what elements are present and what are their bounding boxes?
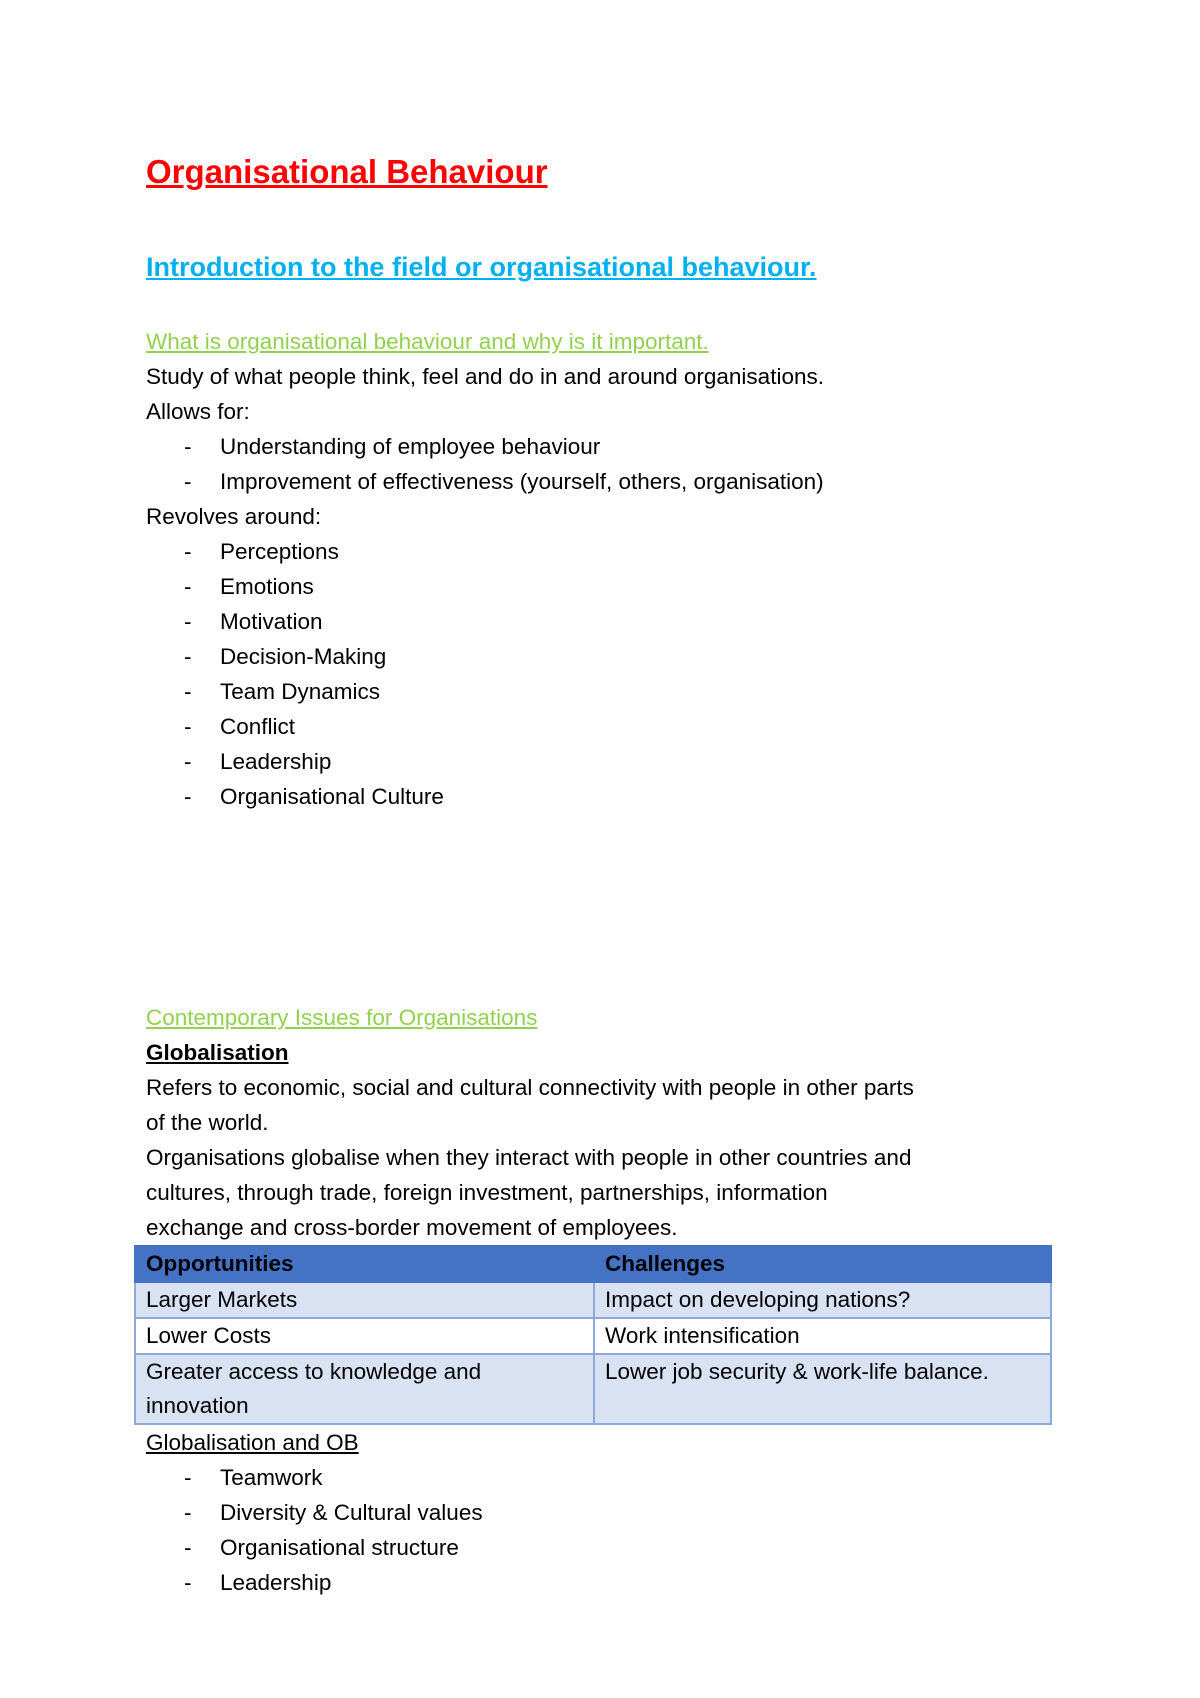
bullet-dash: - xyxy=(184,434,192,459)
page-title: Organisational Behaviour xyxy=(146,153,548,190)
list-item-text: Organisational Culture xyxy=(220,784,444,809)
list-item xyxy=(146,569,1066,604)
table-cell: Lower Costs xyxy=(135,1318,594,1354)
list-item xyxy=(146,1530,1066,1565)
bullet-dash: - xyxy=(184,469,192,494)
bullet-dash: - xyxy=(184,644,192,669)
table-cell: Work intensification xyxy=(594,1318,1051,1354)
list-item xyxy=(146,639,1066,674)
table-row xyxy=(135,1282,1051,1318)
paragraph-line: Organisations globalise when they interact with people in other countries and xyxy=(146,1145,912,1170)
list-item xyxy=(146,674,1066,709)
list-item xyxy=(146,534,1066,569)
list-item-text: Leadership xyxy=(220,1570,332,1595)
table-cell: Greater access to knowledge and innovation xyxy=(135,1354,594,1424)
section-heading: What is organisational behaviour and why is it important. xyxy=(146,329,709,354)
list-item-text: Team Dynamics xyxy=(220,679,381,704)
list-item-text: Conflict xyxy=(220,714,296,739)
list-item xyxy=(146,429,1066,464)
list-item-text: Motivation xyxy=(220,609,323,634)
list-item xyxy=(146,604,1066,639)
list-item xyxy=(146,744,1066,779)
page-subtitle: Introduction to the field or organisational behaviour. xyxy=(146,252,817,282)
page-content xyxy=(146,150,1066,1595)
section-what-is-ob xyxy=(146,324,1066,814)
bullet-dash: - xyxy=(184,679,192,704)
paragraph-line: cultures, through trade, foreign investment, partnerships, information xyxy=(146,1180,828,1205)
allows-label: Allows for: xyxy=(146,399,250,424)
table-header-cell: Challenges xyxy=(594,1246,1051,1282)
table-header-cell: Opportunities xyxy=(135,1246,594,1282)
list-item xyxy=(146,709,1066,744)
list-item-text: Diversity & Cultural values xyxy=(220,1500,483,1525)
bullet-dash: - xyxy=(184,784,192,809)
paragraph-line: Refers to economic, social and cultural connectivity with people in other parts xyxy=(146,1075,914,1100)
revolves-label: Revolves around: xyxy=(146,504,322,529)
globalisation-ob-heading: Globalisation and OB xyxy=(146,1430,359,1455)
table-cell: Impact on developing nations? xyxy=(594,1282,1051,1318)
bullet-dash: - xyxy=(184,714,192,739)
list-item-text: Organisational structure xyxy=(220,1535,459,1560)
paragraph-line: of the world. xyxy=(146,1110,269,1135)
bullet-dash: - xyxy=(184,574,192,599)
list-item-text: Decision-Making xyxy=(220,644,387,669)
list-item-text: Improvement of effectiveness (yourself, others, organisation) xyxy=(220,469,824,494)
table-row xyxy=(135,1318,1051,1354)
list-item-text: Emotions xyxy=(220,574,314,599)
list-item xyxy=(146,464,1066,499)
list-item-text: Teamwork xyxy=(220,1465,323,1490)
list-item-text: Leadership xyxy=(220,749,332,774)
bullet-dash: - xyxy=(184,539,192,564)
definition-text: Study of what people think, feel and do in and around organisations. xyxy=(146,364,824,389)
table-cell: Lower job security & work-life balance. xyxy=(594,1354,1051,1424)
list-item xyxy=(146,779,1066,814)
paragraph-line: exchange and cross-border movement of employees. xyxy=(146,1215,678,1240)
globalisation-heading: Globalisation xyxy=(146,1040,289,1065)
list-item xyxy=(146,1460,1066,1495)
table-header-row xyxy=(135,1246,1051,1282)
bullet-dash: - xyxy=(184,1535,192,1560)
bullet-dash: - xyxy=(184,1570,192,1595)
table-row xyxy=(135,1354,1051,1424)
list-item-text: Understanding of employee behaviour xyxy=(220,434,601,459)
list-item xyxy=(146,1495,1066,1530)
list-item xyxy=(146,1565,1066,1600)
section-contemporary-issues xyxy=(146,1000,1066,1600)
bullet-dash: - xyxy=(184,609,192,634)
bullet-dash: - xyxy=(184,1465,192,1490)
opportunities-challenges-table xyxy=(134,1245,1052,1425)
list-item-text: Perceptions xyxy=(220,539,339,564)
bullet-dash: - xyxy=(184,1500,192,1525)
table-cell: Larger Markets xyxy=(135,1282,594,1318)
bullet-dash: - xyxy=(184,749,192,774)
section-heading: Contemporary Issues for Organisations xyxy=(146,1005,538,1030)
